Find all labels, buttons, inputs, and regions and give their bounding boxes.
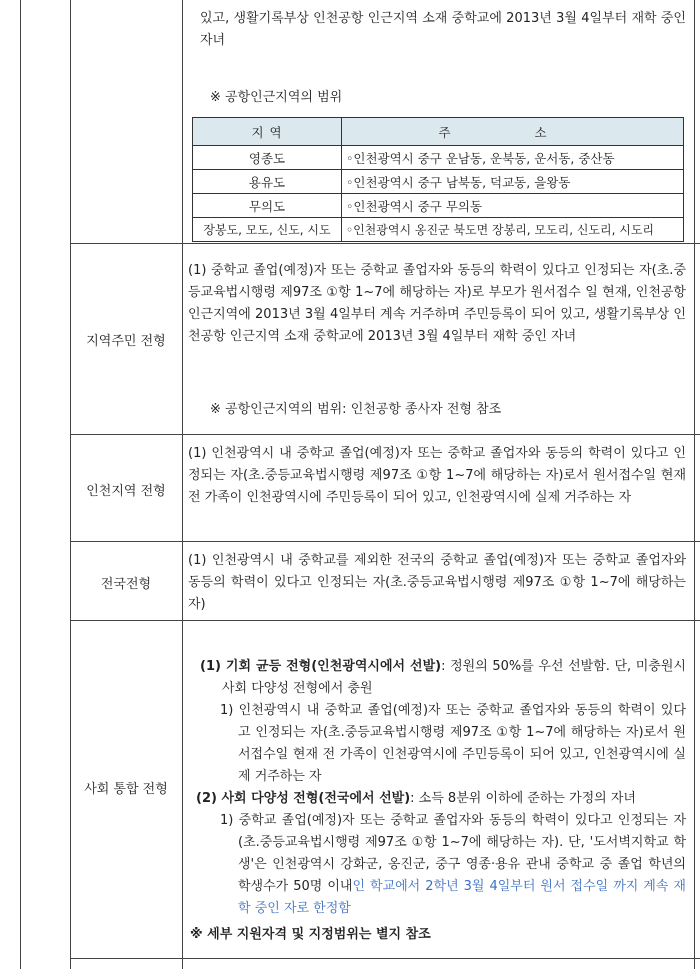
area-range-note: ※ 공항인근지역의 범위 bbox=[210, 90, 343, 105]
social-diversity-subitem bbox=[190, 810, 686, 920]
label-social-integration: 사회 통합 전형 bbox=[84, 782, 168, 797]
frame-content-column-border bbox=[182, 0, 183, 969]
social-diversity-subitem-highlight: 인 학교에서 2학년 3월 4일부터 원서 접수일 까지 계속 재학 중인 자로 한정함 bbox=[238, 879, 686, 916]
frame-left-border bbox=[20, 0, 21, 969]
label-national: 전국전형 bbox=[100, 577, 152, 592]
table-cell-address: ◦인천광역시 중구 운남동, 운북동, 운서동, 중산동 bbox=[342, 146, 684, 170]
table-row bbox=[193, 194, 684, 218]
social-integration-content bbox=[190, 656, 686, 946]
detail-footnote: ※ 세부 지원자격 및 지정범위는 별지 참조 bbox=[190, 927, 431, 942]
incheon-region-text: (1) 인천광역시 내 중학교 졸업(예정)자 또는 중학교 졸업자와 동등의 학력이 있다고 인정되는 자(초.중등교육법시행령 제97조 ①항 1~7에 해당하는 자)로서 원서접수일 현재 전 가족이 인천광역시에 주민등록이 되어 있고, 인천광역시에 실제 거주하는 자 bbox=[188, 446, 686, 505]
equal-opportunity-subitem: 1) 인천광역시 내 중학교 졸업(예정)자 또는 중학교 졸업자와 동등의 학력이 있다고 인정되는 자(초.중등교육법시행령 제97조 ①항 1~7에 해당하는 자)로서 원서접수일 현재 전 가족이 인천광역시에 주민등록이 되어 있고, 인천광역시에 실제 거주하는 자 bbox=[220, 703, 686, 784]
table-cell-address: ◦인천광역시 옹진군 북도면 장봉리, 모도리, 신도리, 시도리 bbox=[342, 218, 684, 242]
local-resident-content bbox=[188, 260, 686, 348]
airport-area-table bbox=[192, 117, 684, 242]
incheon-region-content bbox=[188, 443, 686, 509]
label-incheon-region: 인천지역 전형 bbox=[86, 484, 166, 499]
table-cell-region: 영종도 bbox=[193, 146, 342, 170]
social-diversity-desc: : 소득 8분위 이하에 준하는 가정의 자녀 bbox=[410, 791, 636, 806]
equal-opportunity-title: (1) 기회 균등 전형(인천광역시에서 선발) bbox=[200, 659, 442, 674]
table-header-row bbox=[193, 118, 684, 146]
row-divider-incheon bbox=[70, 434, 700, 435]
social-diversity-title: (2) 사회 다양성 전형(전국에서 선발) bbox=[196, 791, 411, 806]
table-row bbox=[193, 146, 684, 170]
equal-opportunity-desc: : 정원의 50%를 우선 선발함. 단, 미충원시 사회 다양성 전형에서 충원 bbox=[222, 659, 686, 696]
table-row bbox=[193, 218, 684, 242]
national-content bbox=[188, 550, 686, 616]
equal-opportunity-item bbox=[190, 656, 686, 700]
table-cell-address: ◦인천광역시 중구 남북동, 덕교동, 을왕동 bbox=[342, 170, 684, 194]
table-cell-region: 무의도 bbox=[193, 194, 342, 218]
social-diversity-subitem-text: 1) 중학교 졸업(예정)자 또는 중학교 졸업자와 동등의 학력이 있다고 인정되는 자(초.중등교육법시행령 제97조 ①항 1~7에 해당하는 자). 단, '도서벽지학교 학생'은 인천광역시 강화군, 옹진군, 중구 영종·용유 관내 중학교 중 졸업 학년의 학생수가 50명 이내 bbox=[220, 813, 686, 894]
national-text: (1) 인천광역시 내 중학교를 제외한 전국의 중학교 졸업(예정)자 또는 중학교 졸업자와 동등의 학력이 있다고 인정되는 자(초.중등교육법시행령 제97조 ①항 1~7에 해당하는 자) bbox=[188, 553, 686, 612]
table-cell-address: ◦인천광역시 중구 무의동 bbox=[342, 194, 684, 218]
table-header-region: 지 역 bbox=[193, 118, 342, 146]
table-cell-region: 용유도 bbox=[193, 170, 342, 194]
top-section bbox=[200, 8, 686, 52]
frame-right-border bbox=[694, 0, 695, 969]
label-local-resident: 지역주민 전형 bbox=[86, 334, 166, 349]
social-diversity-item bbox=[190, 788, 686, 810]
frame-bottom-border bbox=[70, 958, 700, 959]
table-header-address: 주 소 bbox=[342, 118, 684, 146]
row-divider-social bbox=[70, 620, 700, 621]
local-resident-text: (1) 중학교 졸업(예정)자 또는 중학교 졸업자와 동등의 학력이 있다고 인정되는 자(초.중등교육법시행령 제97조 ①항 1~7에 해당하는 자)로 부모가 원서접수 일 현재, 인천공항 인근지역에 2013년 3월 4일부터 계속 거주하며 주민등록이 되어 있고, 생활기록부상 인천공항 인근지역 소재 중학교에 2013년 3월 4일부터 재학 중인 자녀 bbox=[188, 263, 686, 344]
table-cell-region: 장봉도, 모도, 신도, 시도 bbox=[193, 218, 342, 242]
continuation-text: 있고, 생활기록부상 인천공항 인근지역 소재 중학교에 2013년 3월 4일부터 재학 중인 자녀 bbox=[200, 11, 686, 48]
row-divider-local bbox=[70, 243, 700, 244]
table-row bbox=[193, 170, 684, 194]
row-divider-national bbox=[70, 541, 700, 542]
local-resident-note: ※ 공항인근지역의 범위: 인천공항 종사자 전형 참조 bbox=[210, 402, 502, 417]
